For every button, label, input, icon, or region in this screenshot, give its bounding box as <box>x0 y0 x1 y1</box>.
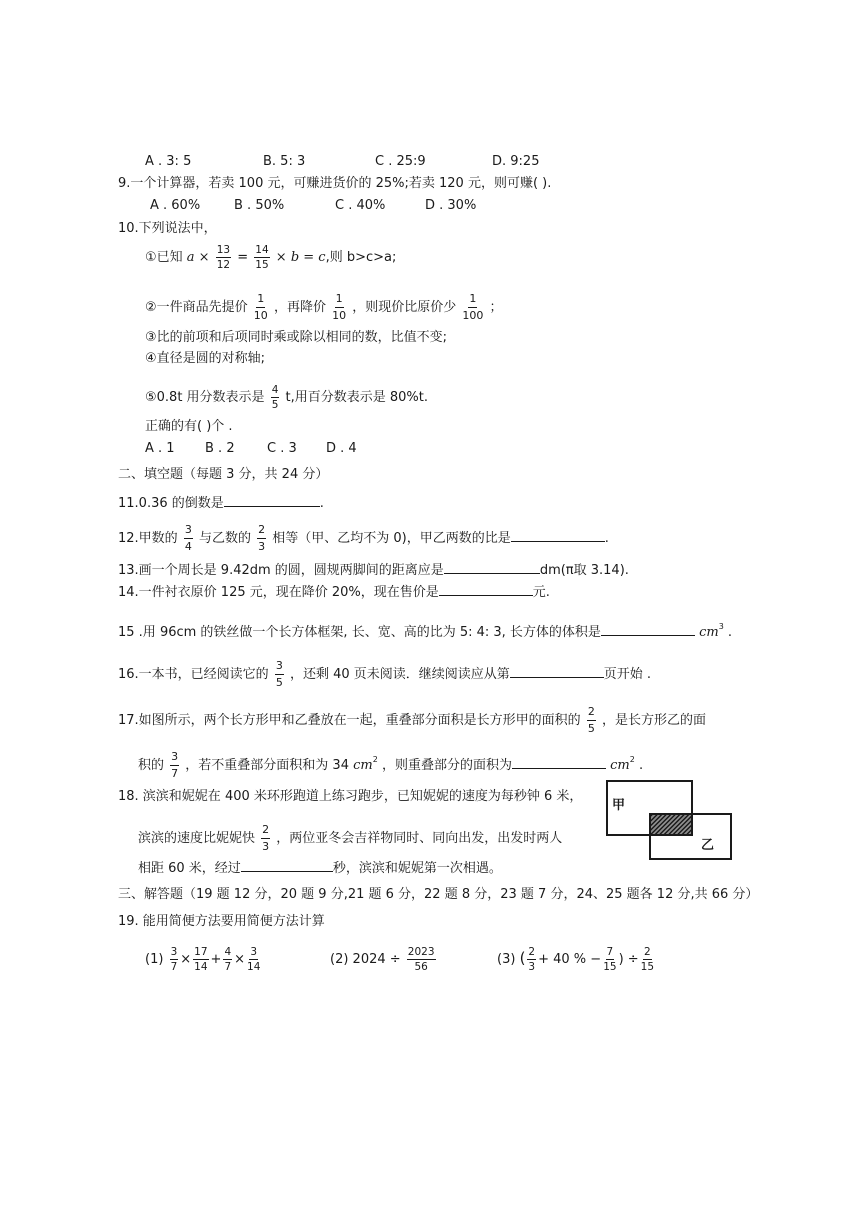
q8-option-a: A . 3: 5 <box>145 154 192 169</box>
fraction: $\frac{3}{7}$ <box>171 750 179 780</box>
overlap-shaded-region <box>651 815 691 834</box>
q16: 16.一本书，已经阅读它的 $\frac{3}{5}$ ，还剩 40 页未阅读．继续阅读应从第 页开始 . <box>118 659 652 689</box>
fraction: $\frac{2}{5}$ <box>587 705 595 735</box>
q19-title: 19. 能用简便方法要用简便方法计算 <box>118 914 325 929</box>
q13: 13.画一个周长是 9.42dm 的圆，圆规两脚间的距离应是 dm(π取 3.14). <box>118 563 629 578</box>
label-jia: 甲 <box>612 798 626 813</box>
answer-blank <box>444 561 540 574</box>
answer-blank <box>601 623 695 636</box>
label-yi: 乙 <box>701 838 715 853</box>
q10-statement-5: ⑤0.8t 用分数表示是 $\frac{4}{5}$ t,用百分数表示是 80%t. <box>145 384 429 411</box>
fraction: $\frac{1}{10}$ <box>332 292 347 322</box>
q10-statement-1: ①已知 a × $\frac{13}{12}$ = $\frac{14}{15}$ × b = c,则 b>c>a; <box>145 244 397 271</box>
q19-part-2: (2) 2024 ÷ $\frac{2023}{56}$ <box>330 946 435 973</box>
answer-blank <box>512 756 606 769</box>
fraction: $\frac{2}{15}$ <box>640 946 655 973</box>
q17-line-2: 积的 $\frac{3}{7}$ ，若不重叠部分面积和为 34 $cm^2$ ，则重叠部分的面积为 $cm^2$ . <box>138 750 644 780</box>
q9-option-c: C . 40% <box>335 198 386 213</box>
q9-option-a: A . 60% <box>150 198 201 213</box>
fraction: $\frac{2}{3}$ <box>262 823 270 853</box>
answer-blank <box>511 529 605 542</box>
q15: 15 .用 96cm 的铁丝做一个长方体框架, 长、宽、高的比为 5: 4: 3, 长方体的体积是 $cm^3$ . <box>118 622 733 640</box>
fraction: $\frac{2}{3}$ <box>258 523 266 553</box>
fraction: $\frac{2}{3}$ <box>528 946 536 973</box>
answer-blank <box>439 583 533 596</box>
q18-line-1: 18. 滨滨和妮妮在 400 米环形跑道上练习跑步，已知妮妮的速度为每秒钟 6 米， <box>118 789 583 804</box>
fraction: $\frac{7}{15}$ <box>603 946 617 973</box>
answer-blank <box>241 859 333 872</box>
q10-statement-4: ④直径是圆的对称轴; <box>145 351 266 366</box>
q10-ask: 正确的有( )个 . <box>145 419 233 434</box>
q18-line-3: 相距 60 米，经过 秒，滨滨和妮妮第一次相遇。 <box>138 861 502 876</box>
q18-line-2: 滨滨的速度比妮妮快 $\frac{2}{3}$ ，两位亚冬会吉祥物同时、同向出发，出发时两人 <box>138 823 563 853</box>
q10-option-d: D . 4 <box>326 441 357 456</box>
fraction: $\frac{13}{12}$ <box>216 244 231 271</box>
q10-intro: 10.下列说法中， <box>118 221 217 236</box>
fraction: $\frac{1}{100}$ <box>462 292 484 322</box>
q10-option-a: A . 1 <box>145 441 175 456</box>
q10-statement-3: ③比的前项和后项同时乘或除以相同的数，比值不变; <box>145 330 448 345</box>
q10-option-b: B . 2 <box>205 441 235 456</box>
q19-part-3: (3) ( $\frac{2}{3}$ + 40 % − $\frac{7}{15}$ ) ÷ $\frac{2}{15}$ <box>497 946 655 973</box>
fraction: $\frac{3}{5}$ <box>275 659 283 689</box>
fraction: $\frac{4}{7}$ <box>224 946 232 973</box>
fraction: $\frac{17}{14}$ <box>194 946 208 973</box>
q8-option-b: B. 5: 3 <box>263 154 306 169</box>
fraction: $\frac{3}{4}$ <box>184 523 192 553</box>
q14: 14.一件衬衣原价 125 元，现在降价 20%，现在售价是 元. <box>118 585 550 600</box>
q8-option-c: C . 25:9 <box>375 154 426 169</box>
q10-statement-2: ②一件商品先提价 $\frac{1}{10}$ ，再降价 $\frac{1}{10}$ ，则现价比原价少 $\frac{1}{100}$ ； <box>145 292 503 322</box>
fraction: $\frac{14}{15}$ <box>255 244 269 271</box>
fraction: $\frac{1}{10}$ <box>253 292 268 322</box>
q8-option-d: D. 9:25 <box>492 154 540 169</box>
q9-option-b: B . 50% <box>234 198 285 213</box>
fraction: $\frac{2023}{56}$ <box>407 946 435 973</box>
fraction: $\frac{4}{5}$ <box>271 384 279 411</box>
q19-part-1: (1) $\frac{3}{7}$ × $\frac{17}{14}$ + $\frac{4}{7}$ × $\frac{3}{14}$ <box>145 946 261 973</box>
overlap-rectangles-figure <box>606 780 732 860</box>
q9-text: 9.一个计算器，若卖 100 元，可赚进货价的 25%;若卖 120 元，则可赚( ). <box>118 176 552 191</box>
q12: 12.甲数的 $\frac{3}{4}$ 与乙数的 $\frac{2}{3}$ 相等（甲、乙均不为 0)，甲乙两数的比是 . <box>118 523 609 553</box>
q10-option-c: C . 3 <box>267 441 297 456</box>
q9-option-d: D . 30% <box>425 198 477 213</box>
q11: 11.0.36 的倒数是 . <box>118 496 324 511</box>
section-2-heading: 二、填空题（每题 3 分，共 24 分） <box>118 467 329 482</box>
q17-line-1: 17.如图所示，两个长方形甲和乙叠放在一起，重叠部分面积是长方形甲的面积的 $\frac{2}{5}$ ，是长方形乙的面 <box>118 705 706 735</box>
answer-blank <box>510 665 604 678</box>
fraction: $\frac{3}{7}$ <box>170 946 178 973</box>
answer-blank <box>224 494 320 507</box>
fraction: $\frac{3}{14}$ <box>247 946 261 973</box>
section-3-heading: 三、解答题（19 题 12 分，20 题 9 分,21 题 6 分，22 题 8 分，23 题 7 分，24、25 题各 12 分,共 66 分） <box>118 887 759 902</box>
